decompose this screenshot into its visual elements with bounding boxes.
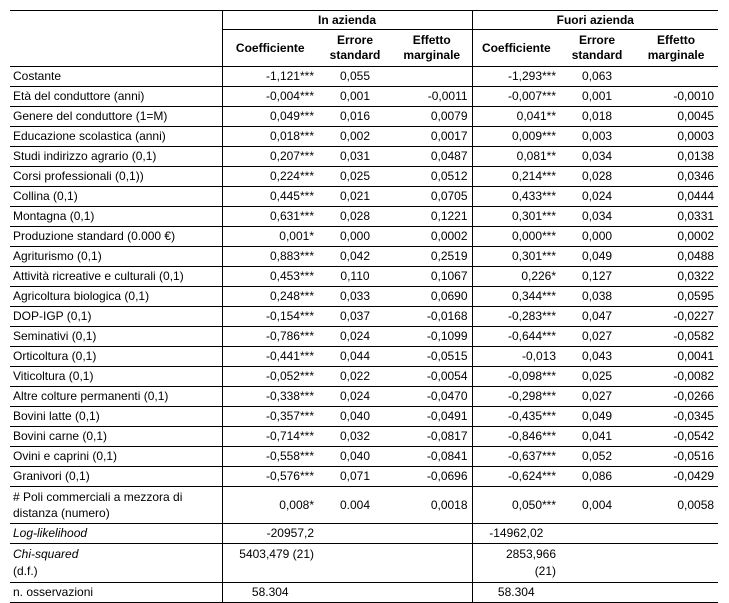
row-label: Produzione standard (0.000 €) — [10, 227, 222, 247]
eff-fuori-azienda — [634, 67, 718, 87]
eff-in-azienda: -0,0491 — [392, 407, 472, 427]
err-in-azienda: 0,071 — [318, 467, 392, 487]
row-label: Età del conduttore (anni) — [10, 87, 222, 107]
loglik-in-azienda: -20957,2 — [222, 524, 318, 544]
table-row — [10, 67, 718, 87]
eff-fuori-azienda: 0,0322 — [634, 267, 718, 287]
row-label: Orticoltura (0,1) — [10, 347, 222, 367]
err-fuori-azienda: 0,043 — [560, 347, 634, 367]
poli-e2: 0,004 — [560, 487, 634, 524]
eff-fuori-azienda: -0,0227 — [634, 307, 718, 327]
coef-in-azienda: -0,558*** — [222, 447, 318, 467]
chi-label: Chi-squared — [13, 547, 79, 561]
coef-in-azienda: 0,049*** — [222, 107, 318, 127]
nobs-in-azienda: 58.304 — [222, 583, 318, 603]
coef-in-azienda: -0,004*** — [222, 87, 318, 107]
err-in-azienda: 0,028 — [318, 207, 392, 227]
table-row — [10, 87, 718, 107]
row-label: # Poli commerciali a mezzora di distanza (numero) — [10, 487, 222, 524]
group-fuori-azienda: Fuori azienda — [472, 11, 718, 30]
row-label: Seminativi (0,1) — [10, 327, 222, 347]
row-label: Educazione scolastica (anni) — [10, 127, 222, 147]
err-fuori-azienda: 0,041 — [560, 427, 634, 447]
row-label: Viticoltura (0,1) — [10, 367, 222, 387]
eff-in-azienda: -0,0817 — [392, 427, 472, 447]
err-fuori-azienda: 0,052 — [560, 447, 634, 467]
header-empty-cell — [10, 11, 222, 30]
empty-cell — [560, 524, 634, 544]
err-fuori-azienda: 0,025 — [560, 367, 634, 387]
coef-in-azienda: -0,338*** — [222, 387, 318, 407]
coef-fuori-azienda: 0,344*** — [472, 287, 560, 307]
coef-fuori-azienda: -0,007*** — [472, 87, 560, 107]
coef-fuori-azienda: -0,624*** — [472, 467, 560, 487]
coef-fuori-azienda: -0,846*** — [472, 427, 560, 447]
table-row-nobs — [10, 583, 718, 603]
table-row — [10, 147, 718, 167]
coef-fuori-azienda: 0,081** — [472, 147, 560, 167]
table-row — [10, 227, 718, 247]
coef-fuori-azienda: 0,009*** — [472, 127, 560, 147]
row-label: Collina (0,1) — [10, 187, 222, 207]
err-in-azienda: 0,040 — [318, 407, 392, 427]
eff-in-azienda: -0,0841 — [392, 447, 472, 467]
eff-in-azienda: -0,0011 — [392, 87, 472, 107]
err-fuori-azienda: 0,001 — [560, 87, 634, 107]
eff-fuori-azienda: -0,0582 — [634, 327, 718, 347]
coef-fuori-azienda: 0,226* — [472, 267, 560, 287]
eff-fuori-azienda: -0,0542 — [634, 427, 718, 447]
chi-label-cell — [10, 544, 222, 583]
eff-in-azienda: 0,0017 — [392, 127, 472, 147]
empty-cell — [634, 583, 718, 603]
eff-fuori-azienda: -0,0516 — [634, 447, 718, 467]
row-label: Agriturismo (0,1) — [10, 247, 222, 267]
table-row-poli — [10, 487, 718, 524]
nobs-label: n. osservazioni — [10, 583, 222, 603]
table-row — [10, 427, 718, 447]
table-row — [10, 207, 718, 227]
table-row — [10, 447, 718, 467]
eff-fuori-azienda: -0,0345 — [634, 407, 718, 427]
err-in-azienda: 0,024 — [318, 327, 392, 347]
row-label: Genere del conduttore (1=M) — [10, 107, 222, 127]
err-in-azienda: 0,033 — [318, 287, 392, 307]
coef-fuori-azienda: 0,433*** — [472, 187, 560, 207]
table-row — [10, 187, 718, 207]
eff-fuori-azienda: 0,0003 — [634, 127, 718, 147]
poli-c2: 0,050*** — [472, 487, 560, 524]
coef-in-azienda: -0,786*** — [222, 327, 318, 347]
err-fuori-azienda: 0,027 — [560, 387, 634, 407]
err-fuori-azienda: 0,018 — [560, 107, 634, 127]
coef-in-azienda: -0,576*** — [222, 467, 318, 487]
table-row — [10, 407, 718, 427]
err-fuori-azienda: 0,000 — [560, 227, 634, 247]
col-errore-2: Errore standard — [560, 30, 634, 67]
chi-df-label: (d.f.) — [13, 564, 38, 578]
err-in-azienda: 0,002 — [318, 127, 392, 147]
empty-cell — [392, 524, 472, 544]
err-fuori-azienda: 0,049 — [560, 407, 634, 427]
err-fuori-azienda: 0,038 — [560, 287, 634, 307]
coef-fuori-azienda: -0,644*** — [472, 327, 560, 347]
eff-fuori-azienda: 0,0002 — [634, 227, 718, 247]
table-row — [10, 387, 718, 407]
empty-cell — [392, 583, 472, 603]
eff-in-azienda — [392, 67, 472, 87]
table-row-chi — [10, 544, 718, 583]
table-row — [10, 467, 718, 487]
coef-in-azienda: 0,001* — [222, 227, 318, 247]
col-coefficiente-1: Coefficiente — [222, 30, 318, 67]
row-label: Granivori (0,1) — [10, 467, 222, 487]
coef-fuori-azienda: -0,435*** — [472, 407, 560, 427]
eff-fuori-azienda: 0,0488 — [634, 247, 718, 267]
err-fuori-azienda: 0,127 — [560, 267, 634, 287]
err-fuori-azienda: 0,034 — [560, 147, 634, 167]
eff-fuori-azienda: 0,0331 — [634, 207, 718, 227]
coef-in-azienda: 0,207*** — [222, 147, 318, 167]
coef-fuori-azienda: 0,000*** — [472, 227, 560, 247]
eff-in-azienda: -0,0515 — [392, 347, 472, 367]
coef-in-azienda: 0,883*** — [222, 247, 318, 267]
row-label: Costante — [10, 67, 222, 87]
err-fuori-azienda: 0,034 — [560, 207, 634, 227]
coef-in-azienda: 0,248*** — [222, 287, 318, 307]
coef-fuori-azienda: -0,098*** — [472, 367, 560, 387]
err-in-azienda: 0,042 — [318, 247, 392, 267]
group-in-azienda: In azienda — [222, 11, 472, 30]
table-row — [10, 307, 718, 327]
err-in-azienda: 0,044 — [318, 347, 392, 367]
err-in-azienda: 0,021 — [318, 187, 392, 207]
coef-in-azienda: 0,453*** — [222, 267, 318, 287]
eff-fuori-azienda: 0,0045 — [634, 107, 718, 127]
eff-in-azienda: -0,0168 — [392, 307, 472, 327]
err-in-azienda: 0,001 — [318, 87, 392, 107]
err-fuori-azienda: 0,027 — [560, 327, 634, 347]
err-fuori-azienda: 0,063 — [560, 67, 634, 87]
col-effetto-2: Effetto marginale — [634, 30, 718, 67]
row-label: Corsi professionali (0,1)) — [10, 167, 222, 187]
row-label: Bovini carne (0,1) — [10, 427, 222, 447]
eff-fuori-azienda: -0,0010 — [634, 87, 718, 107]
coef-fuori-azienda: -0,298*** — [472, 387, 560, 407]
empty-cell — [318, 544, 392, 583]
coef-fuori-azienda: -0,637*** — [472, 447, 560, 467]
eff-fuori-azienda: -0,0266 — [634, 387, 718, 407]
coef-fuori-azienda: -0,013 — [472, 347, 560, 367]
row-label: Attività ricreative e culturali (0,1) — [10, 267, 222, 287]
table-row — [10, 287, 718, 307]
err-in-azienda: 0,040 — [318, 447, 392, 467]
err-in-azienda: 0,022 — [318, 367, 392, 387]
err-fuori-azienda: 0,049 — [560, 247, 634, 267]
coef-in-azienda: -0,441*** — [222, 347, 318, 367]
eff-in-azienda: 0,0512 — [392, 167, 472, 187]
eff-fuori-azienda: 0,0346 — [634, 167, 718, 187]
column-header-row — [10, 30, 718, 67]
empty-cell — [560, 583, 634, 603]
err-fuori-azienda: 0,028 — [560, 167, 634, 187]
eff-fuori-azienda: 0,0444 — [634, 187, 718, 207]
chi-in-azienda: 5403,479 (21) — [222, 544, 318, 583]
table-row — [10, 347, 718, 367]
coef-in-azienda: -0,714*** — [222, 427, 318, 447]
err-fuori-azienda: 0,047 — [560, 307, 634, 327]
table-row — [10, 127, 718, 147]
err-fuori-azienda: 0,024 — [560, 187, 634, 207]
err-in-azienda: 0,031 — [318, 147, 392, 167]
empty-cell — [318, 524, 392, 544]
err-in-azienda: 0,000 — [318, 227, 392, 247]
eff-in-azienda: 0,1067 — [392, 267, 472, 287]
table-row — [10, 247, 718, 267]
table-row — [10, 327, 718, 347]
poli-m2: 0,0058 — [634, 487, 718, 524]
row-label: Agricoltura biologica (0,1) — [10, 287, 222, 307]
eff-in-azienda: 0,0487 — [392, 147, 472, 167]
eff-in-azienda: 0,0002 — [392, 227, 472, 247]
empty-cell — [560, 544, 634, 583]
chi-fuori-azienda-df: (21) — [534, 564, 557, 578]
eff-in-azienda: 0,0705 — [392, 187, 472, 207]
eff-in-azienda: -0,1099 — [392, 327, 472, 347]
eff-fuori-azienda: 0,0041 — [634, 347, 718, 367]
nobs-fuori-azienda: 58.304 — [472, 583, 560, 603]
err-in-azienda: 0,032 — [318, 427, 392, 447]
results-table — [10, 10, 718, 603]
coef-in-azienda: -1,121*** — [222, 67, 318, 87]
table-row-loglik — [10, 524, 718, 544]
coef-fuori-azienda: -1,293*** — [472, 67, 560, 87]
coef-in-azienda: 0,224*** — [222, 167, 318, 187]
loglik-fuori-azienda: -14962,02 — [472, 524, 560, 544]
coef-fuori-azienda: 0,041** — [472, 107, 560, 127]
coef-fuori-azienda: -0,283*** — [472, 307, 560, 327]
err-in-azienda: 0,016 — [318, 107, 392, 127]
coef-in-azienda: -0,357*** — [222, 407, 318, 427]
eff-fuori-azienda: 0,0138 — [634, 147, 718, 167]
eff-fuori-azienda: -0,0082 — [634, 367, 718, 387]
row-label: Montagna (0,1) — [10, 207, 222, 227]
eff-in-azienda: -0,0696 — [392, 467, 472, 487]
eff-in-azienda: 0,0079 — [392, 107, 472, 127]
err-fuori-azienda: 0,086 — [560, 467, 634, 487]
group-header-row — [10, 11, 718, 30]
col-errore-1: Errore standard — [318, 30, 392, 67]
chi-fuori-azienda: 2853,966 — [505, 547, 557, 561]
coef-in-azienda: 0,445*** — [222, 187, 318, 207]
err-in-azienda: 0,055 — [318, 67, 392, 87]
poli-c1: 0,008* — [222, 487, 318, 524]
err-in-azienda: 0,110 — [318, 267, 392, 287]
row-label: Bovini latte (0,1) — [10, 407, 222, 427]
row-label: Altre colture permanenti (0,1) — [10, 387, 222, 407]
empty-cell — [634, 544, 718, 583]
coef-in-azienda: -0,052*** — [222, 367, 318, 387]
chi-fuori-azienda-cell — [472, 544, 560, 583]
eff-in-azienda: -0,0054 — [392, 367, 472, 387]
empty-cell — [634, 524, 718, 544]
eff-fuori-azienda: -0,0429 — [634, 467, 718, 487]
coef-in-azienda: 0,631*** — [222, 207, 318, 227]
header-empty-cell — [10, 30, 222, 67]
poli-m1: 0,0018 — [392, 487, 472, 524]
coef-fuori-azienda: 0,301*** — [472, 207, 560, 227]
row-label: Studi indirizzo agrario (0,1) — [10, 147, 222, 167]
err-in-azienda: 0,025 — [318, 167, 392, 187]
empty-cell — [318, 583, 392, 603]
eff-fuori-azienda: 0,0595 — [634, 287, 718, 307]
eff-in-azienda: -0,0470 — [392, 387, 472, 407]
coef-fuori-azienda: 0,301*** — [472, 247, 560, 267]
coef-in-azienda: 0,018*** — [222, 127, 318, 147]
eff-in-azienda: 0,1221 — [392, 207, 472, 227]
table-row — [10, 107, 718, 127]
row-label: DOP-IGP (0,1) — [10, 307, 222, 327]
eff-in-azienda: 0,2519 — [392, 247, 472, 267]
row-label: Ovini e caprini (0,1) — [10, 447, 222, 467]
poli-e1: 0.004 — [318, 487, 392, 524]
err-fuori-azienda: 0,003 — [560, 127, 634, 147]
coef-in-azienda: -0,154*** — [222, 307, 318, 327]
err-in-azienda: 0,024 — [318, 387, 392, 407]
table-row — [10, 167, 718, 187]
col-coefficiente-2: Coefficiente — [472, 30, 560, 67]
eff-in-azienda: 0,0690 — [392, 287, 472, 307]
table-row — [10, 267, 718, 287]
table-row — [10, 367, 718, 387]
empty-cell — [392, 544, 472, 583]
err-in-azienda: 0,037 — [318, 307, 392, 327]
loglik-label: Log-likelihood — [10, 524, 222, 544]
coef-fuori-azienda: 0,214*** — [472, 167, 560, 187]
col-effetto-1: Effetto marginale — [392, 30, 472, 67]
